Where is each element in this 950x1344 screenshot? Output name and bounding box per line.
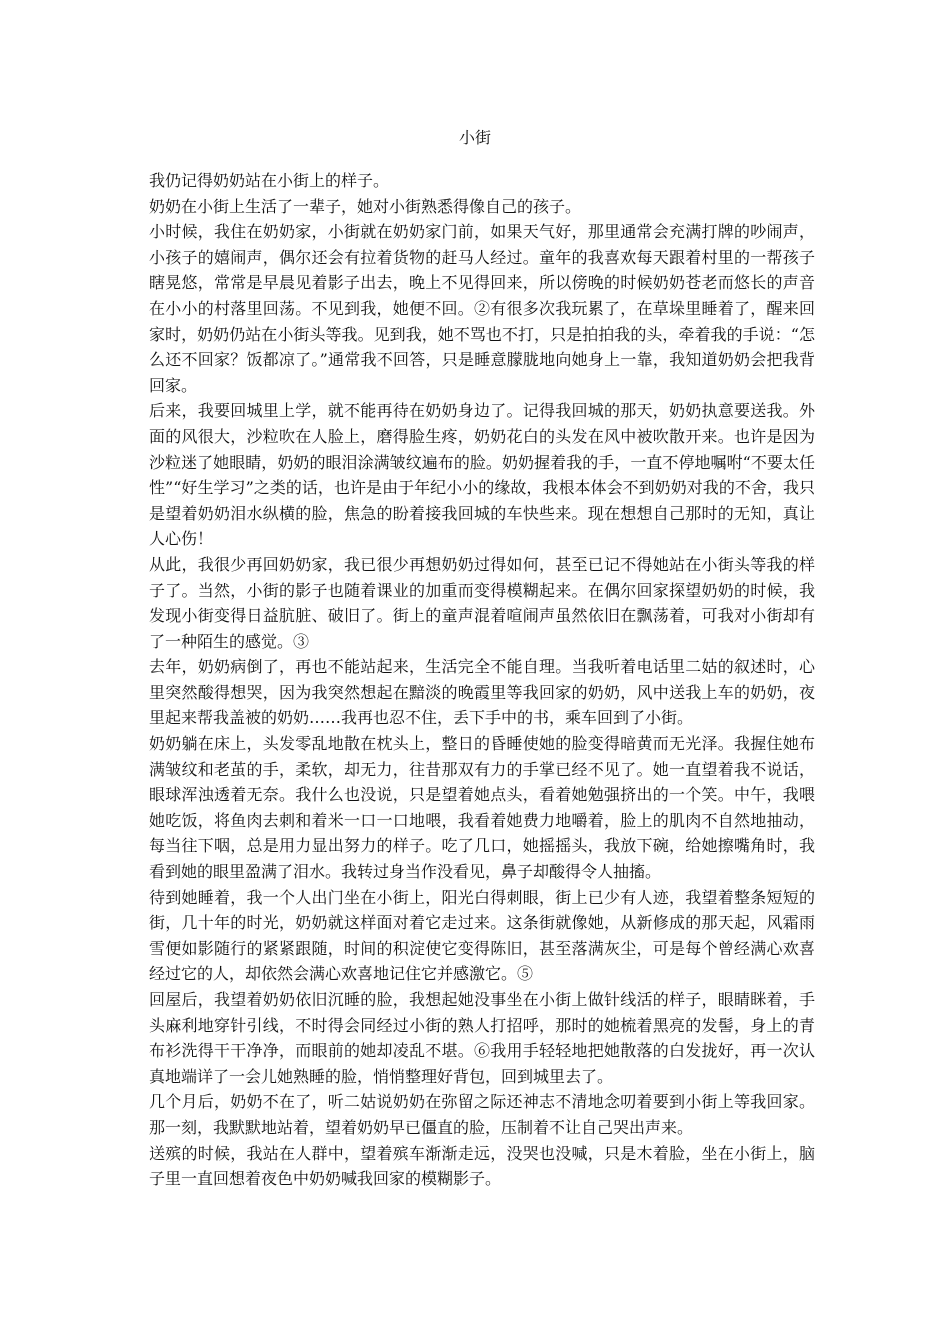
paragraph-4: 后来，我要回城里上学，就不能再待在奶奶身边了。记得我回城的那天，奶奶执意要送我。外面的风很大，沙粒吹在人脸上，磨得脸生疼，奶奶花白的头发在风中被吹散开来。也许是因为沙粒迷了她眼睛，奶奶的眼泪涂满皱纹遍布的脸。奶奶握着我的手，一直不停地嘱咐“不要太任性”“好生学习”之类的话，也许是由于年纪小小的缘故，我根本体会不到奶奶对我的不舍，我只是望着奶奶泪水纵横的脸，焦急的盼着接我回城的车快些来。现在想想自己那时的无知，真让人心伤！ [149, 401, 815, 549]
paragraph-11: 送殡的时候，我站在人群中，望着殡车渐渐走远，没哭也没喊，只是木着脸，坐在小街上，脑子里一直回想着夜色中奶奶喊我回家的模糊影子。 [149, 1143, 815, 1189]
paragraph-6: 去年，奶奶病倒了，再也不能站起来，生活完全不能自理。当我听着电话里二姑的叙述时，心里突然酸得想哭，因为我突然想起在黯淡的晚霞里等我回家的奶奶，风中送我上车的奶奶，夜里起来帮我盖被的奶奶……我再也忍不住，丢下手中的书，乘车回到了小街。 [149, 657, 815, 728]
paragraph-5: 从此，我很少再回奶奶家，我已很少再想奶奶过得如何，甚至已记不得她站在小街头等我的样子了。当然，小街的影子也随着课业的加重而变得模糊起来。在偶尔回家探望奶奶的时候，我发现小街变得日益肮脏、破旧了。街上的童声混着喧闹声虽然依旧在飘荡着，可我对小街却有了一种陌生的感觉。③ [149, 554, 815, 651]
document-body [149, 168, 815, 1192]
paragraph-7: 奶奶躺在床上，头发零乱地散在枕头上，整日的昏睡使她的脸变得暗黄而无光泽。我握住她布满皱纹和老茧的手，柔软，却无力，往昔那双有力的手掌已经不见了。她一直望着我不说话，眼球浑浊透着无奈。我什么也没说，只是望着她点头，看着她勉强挤出的一个笑。中午，我喂她吃饭，将鱼肉去刺和着米一口一口地喂，我看着她费力地嚼着，脸上的肌肉不自然地抽动，每当往下咽，总是用力显出努力的样子。吃了几口，她摇摇头，我放下碗，给她擦嘴角时，我看到她的眼里盈满了泪水。我转过身当作没看见，鼻子却酸得令人抽搐。 [149, 734, 815, 882]
paragraph-1: 我仍记得奶奶站在小街上的样子。 [149, 171, 390, 190]
paragraph-8: 待到她睡着，我一个人出门坐在小街上，阳光白得刺眼，街上已少有人迹，我望着整条短短的街，几十年的时光，奶奶就这样面对着它走过来。这条街就像她，从新修成的那天起，风霜雨雪便如影随行的紧紧跟随，时间的积淀使它变得陈旧，甚至落满灰尘，可是每个曾经满心欢喜经过它的人，却依然会满心欢喜地记住它并感激它。⑤ [149, 887, 815, 984]
paragraph-2: 奶奶在小街上生活了一辈子，她对小街熟悉得像自己的孩子。 [149, 196, 582, 216]
paragraph-10: 几个月后，奶奶不在了，听二姑说奶奶在弥留之际还神志不清地念叨着要到小街上等我回家。那一刻，我默默地站着，望着奶奶早已僵直的脸，压制着不让自己哭出声来。 [149, 1092, 815, 1137]
document-title: 小街 [458, 128, 491, 147]
paragraph-3: 小时候，我住在奶奶家，小街就在奶奶家门前，如果天气好，那里通常会充满打牌的吵闹声，小孩子的嬉闹声，偶尔还会有拉着货物的赶马人经过。童年的我喜欢每天跟着村里的一帮孩子瞎晃悠，常常是早晨见着影子出去，晚上不见得回来，所以傍晚的时候奶奶苍老而悠长的声音在小小的村落里回荡。不见到我，她便不回。②有很多次我玩累了，在草垛里睡着了，醒来回家时，奶奶仍站在小街头等我。见到我，她不骂也不打，只是拍拍我的头，牵着我的手说：“怎么还不回家？饭都凉了。”通常我不回答，只是睡意朦胧地向她身上一靠，我知道奶奶会把我背回家。 [149, 222, 815, 395]
paragraph-9: 回屋后，我望着奶奶依旧沉睡的脸，我想起她没事坐在小街上做针线活的样子，眼睛眯着，手头麻利地穿针引线，不时得会同经过小街的熟人打招呼，那时的她梳着黑亮的发髻，身上的青布衫洗得干干净净，而眼前的她却凌乱不堪。⑥我用手轻轻地把她散落的白发拢好，再一次认真地端详了一会儿她熟睡的脸，悄悄整理好背包，回到城里去了。 [149, 990, 815, 1086]
